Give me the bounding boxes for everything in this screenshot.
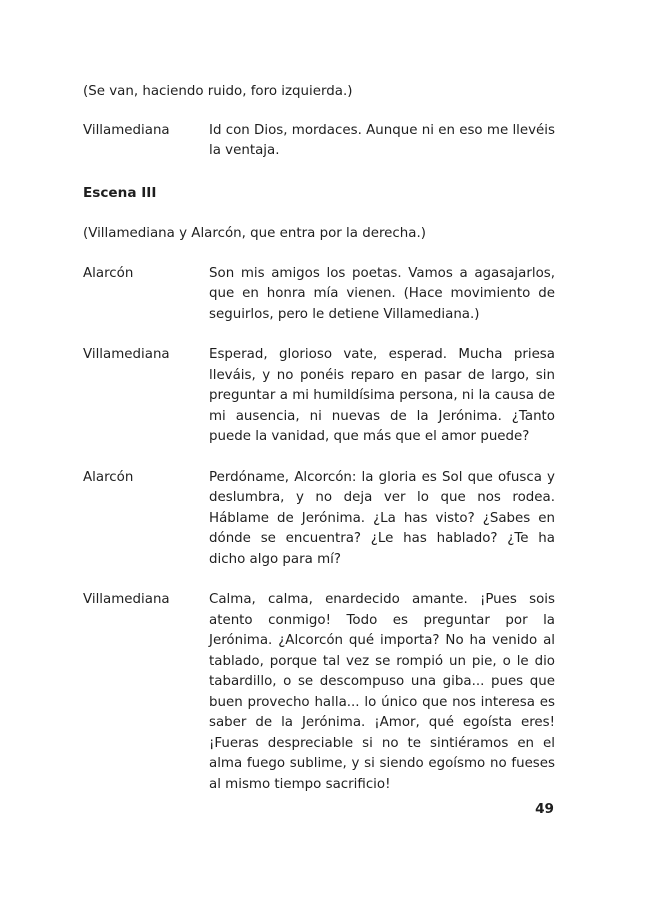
dialogue-line bbox=[83, 345, 555, 448]
speaker-name: Alarcón bbox=[83, 265, 134, 281]
speech-text: Id con Dios, mordaces. Aunque ni en eso me llevéis la ventaja. bbox=[209, 122, 555, 158]
speaker-name: Villamediana bbox=[83, 592, 170, 607]
stage-direction: (Villamediana y Alarcón, que entra por la derecha.) bbox=[83, 226, 426, 241]
speech-text: Calma, calma, enardecido amante. ¡Pues sois atento conmigo! Todo es preguntar por la Jerónima. ¿Alcorcón qué importa? No ha venido al tablado, porque tal vez se rompió un pie, o le dio tabardillo, o se descompuso una giba... pues que buen provecho halla... lo único que nos interesa es saber de la Jerónima. ¡Amor, qué egoísta eres! ¡Fueras despreciable si no te sintiéramos en el alma fuego sublime, y si siendo egoísmo no fueses al mismo tiempo sacrificio! bbox=[209, 592, 555, 792]
dialogue-line bbox=[83, 468, 555, 571]
speaker-name: Villamediana bbox=[83, 122, 170, 138]
speech-text: Esperad, glorioso vate, esperad. Mucha priesa lleváis, y no ponéis reparo en pasar de largo, sin preguntar a mi humildísima persona, ni la causa de mi ausencia, ni nuevas de la Jerónima. ¿Tanto puede la vanidad, que más que el amor puede? bbox=[209, 347, 555, 444]
page-number: 49 bbox=[535, 801, 554, 817]
speaker-name: Villamediana bbox=[83, 347, 170, 362]
speaker-name: Alarcón bbox=[83, 469, 134, 485]
dialogue-line bbox=[83, 264, 555, 326]
dialogue-line bbox=[83, 121, 555, 162]
play-text bbox=[83, 82, 555, 795]
scene-heading: Escena III bbox=[83, 184, 157, 201]
speech-text: Perdóname, Alcorcón: la gloria es Sol que ofusca y deslumbra, y no deja ver lo que nos rodea. Háblame de Jerónima. ¿La has visto? ¿Sabes en dónde se encuentra? ¿Le has hablado? ¿Te ha dicho algo para mí? bbox=[209, 469, 555, 567]
dialogue-line bbox=[83, 590, 555, 795]
speech-text: Son mis amigos los poetas. Vamos a agasajarlos, que en honra mía vienen. (Hace movimiento de seguirlos, pero le detiene Villamediana.) bbox=[209, 265, 555, 322]
stage-direction: (Se van, haciendo ruido, foro izquierda.) bbox=[83, 84, 353, 99]
